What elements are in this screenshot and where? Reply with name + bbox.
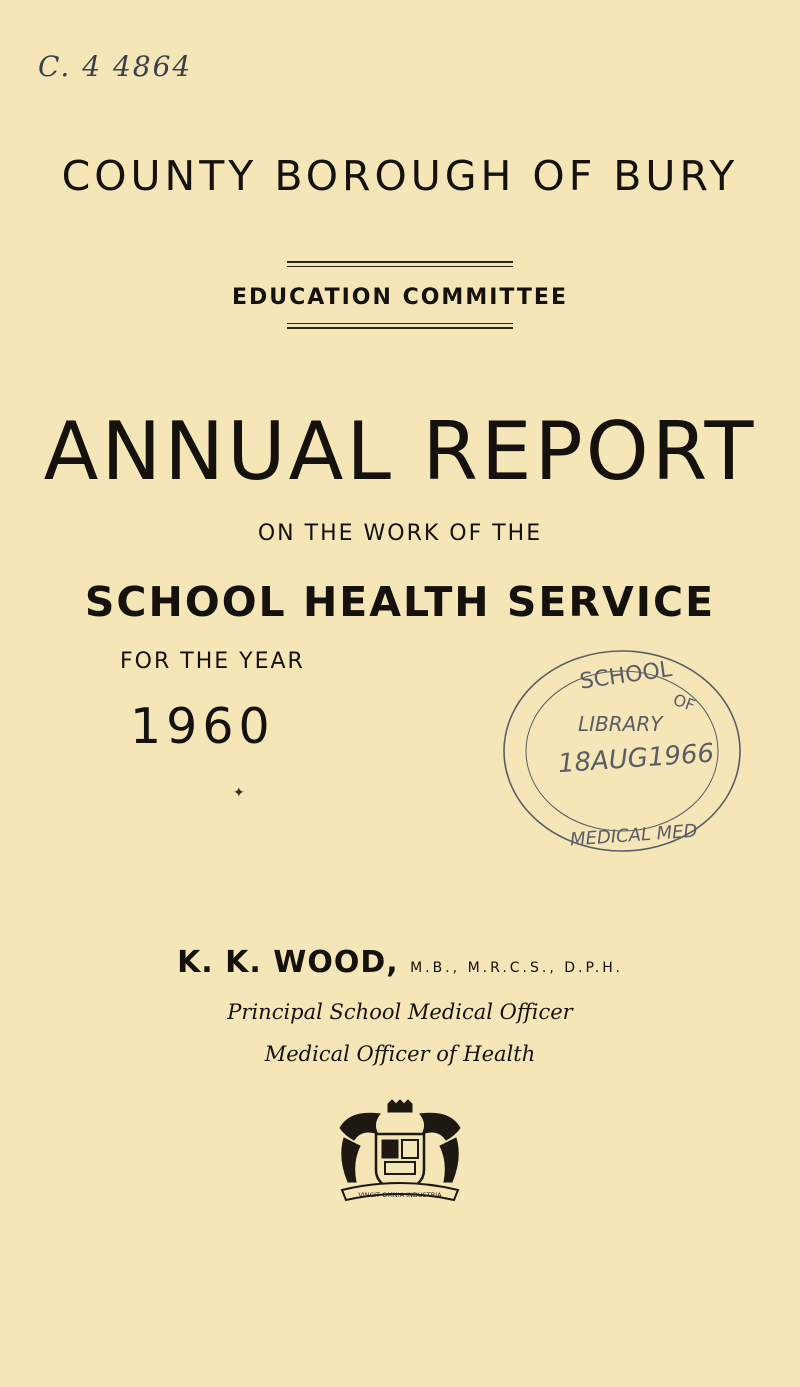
handwritten-annotation: C. 4 4864 — [38, 50, 193, 83]
role-health-officer: Medical Officer of Health — [264, 1042, 536, 1066]
author-name: K. K. WOOD, — [177, 945, 399, 980]
stamp-date-text: 18AUG1966 — [557, 738, 715, 780]
stamp-middle-text: LIBRARY — [578, 712, 663, 736]
role-principal-officer: Principal School Medical Officer — [227, 1000, 573, 1024]
year-label: FOR THE YEAR — [120, 649, 305, 674]
divider-bottom-1 — [287, 323, 513, 324]
authority-heading: COUNTY BOROUGH OF BURY — [61, 152, 739, 200]
author-line — [0, 945, 800, 980]
small-mark-icon: ✦ — [233, 785, 245, 801]
service-title: SCHOOL HEALTH SERVICE — [84, 578, 716, 626]
crest-motto: VINCIT OMNIA INDUSTRIA — [358, 1191, 442, 1199]
divider-top-1 — [287, 261, 513, 263]
library-stamp — [500, 646, 745, 856]
author-degrees: M.B., M.R.C.S., D.P.H. — [410, 960, 623, 976]
divider-top-2 — [287, 266, 513, 267]
report-title: ANNUAL REPORT — [43, 405, 757, 498]
committee-heading: EDUCATION COMMITTEE — [232, 285, 568, 310]
stamp-top-text: SCHOOL — [578, 657, 674, 695]
stamp-of-text: OF — [670, 689, 698, 716]
divider-bottom-2 — [287, 327, 513, 329]
report-subtitle: ON THE WORK OF THE — [257, 521, 543, 546]
coat-of-arms-icon — [330, 1098, 470, 1208]
stamp-bottom-text: MEDICAL MED — [569, 820, 699, 851]
report-year: 1960 — [130, 698, 275, 755]
